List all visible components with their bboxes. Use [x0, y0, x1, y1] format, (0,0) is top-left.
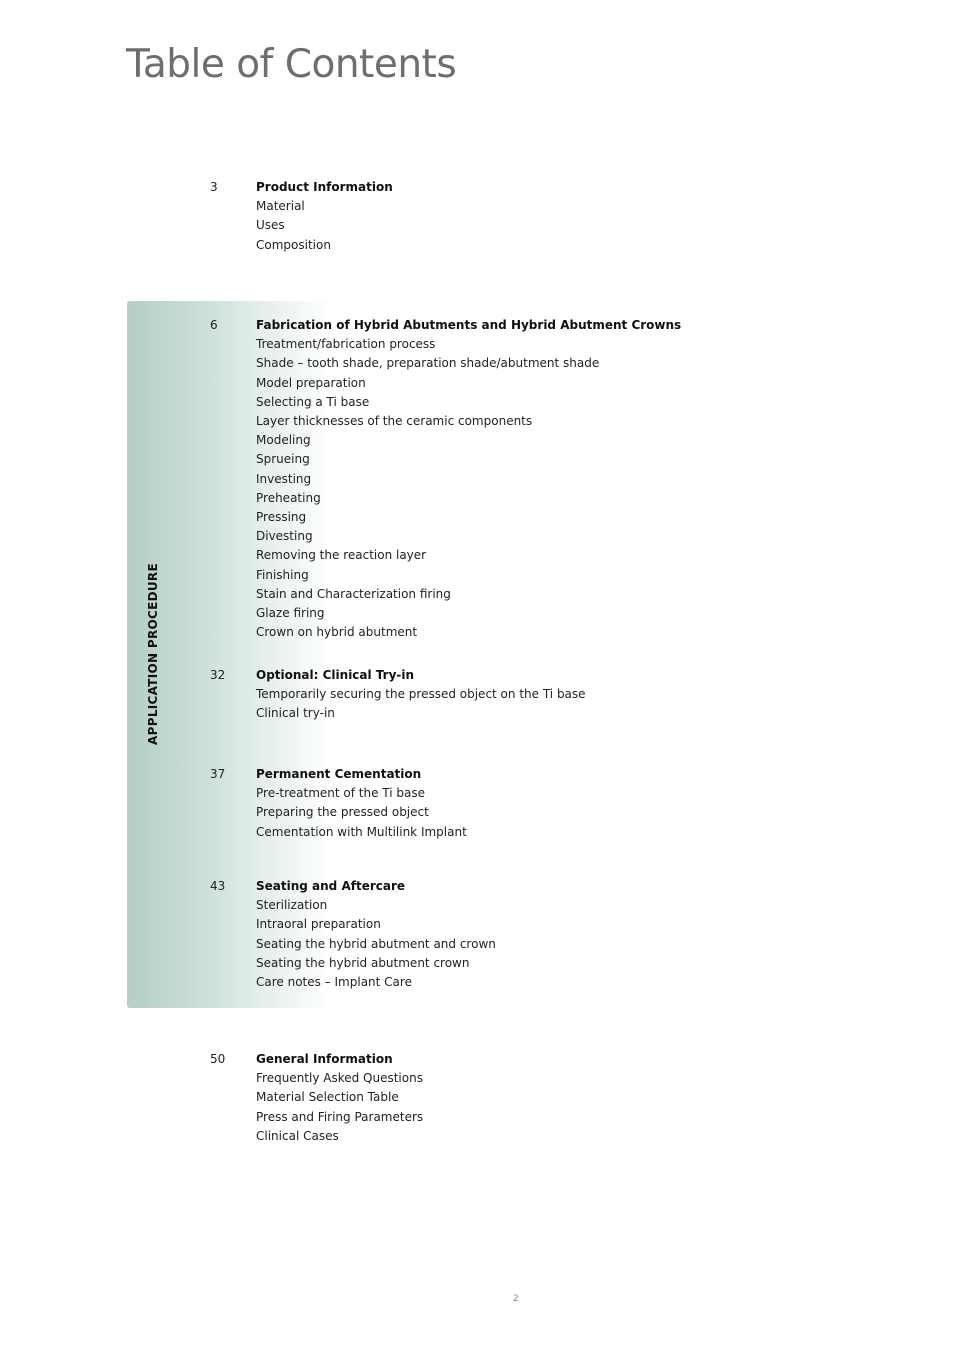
toc-item[interactable]: Seating the hybrid abutment and crown	[256, 936, 496, 951]
toc-item[interactable]: Stain and Characterization firing	[256, 586, 451, 601]
toc-item[interactable]: Frequently Asked Questions	[256, 1071, 423, 1086]
toc-item[interactable]: Composition	[256, 237, 331, 252]
toc-item[interactable]: Material Selection Table	[256, 1090, 399, 1105]
toc-section-title[interactable]: Fabrication of Hybrid Abutments and Hybrid Abutment Crowns	[256, 318, 682, 332]
toc-item-list	[256, 896, 496, 992]
toc-page-number[interactable]: 6	[210, 318, 218, 332]
toc-item[interactable]: Intraoral preparation	[256, 917, 381, 932]
toc-item[interactable]: Investing	[256, 471, 312, 486]
toc-item[interactable]: Cementation with Multilink Implant	[256, 824, 467, 839]
toc-item-list	[256, 1069, 423, 1146]
toc-item[interactable]: Material	[256, 199, 305, 214]
toc-item-list	[256, 335, 599, 642]
toc-item[interactable]: Treatment/fabrication process	[256, 337, 436, 352]
toc-item[interactable]: Preheating	[256, 490, 321, 505]
toc-item[interactable]: Pre-treatment of the Ti base	[256, 786, 426, 801]
toc-item[interactable]: Shade – tooth shade, preparation shade/abutment shade	[256, 356, 600, 371]
toc-page-number[interactable]: 43	[210, 879, 226, 893]
toc-section-title[interactable]: General Information	[256, 1052, 393, 1066]
toc-page-number[interactable]: 37	[210, 767, 226, 781]
toc-item[interactable]: Pressing	[256, 510, 307, 525]
toc-item[interactable]: Clinical Cases	[256, 1128, 339, 1143]
toc-item[interactable]: Divesting	[256, 529, 313, 544]
toc-item[interactable]: Care notes – Implant Care	[256, 975, 412, 989]
toc-item[interactable]: Uses	[256, 218, 285, 233]
toc-section-title[interactable]: Seating and Aftercare	[256, 879, 406, 893]
toc-section-title[interactable]: Optional: Clinical Try-in	[256, 668, 415, 682]
toc-item-list	[256, 685, 586, 723]
application-procedure-label: APPLICATION PROCEDURE	[146, 563, 160, 745]
toc-section-title[interactable]: Product Information	[256, 180, 393, 194]
toc-item[interactable]: Finishing	[256, 567, 309, 582]
toc-item-list	[256, 197, 331, 255]
toc-item[interactable]: Sprueing	[256, 452, 310, 467]
page-title: Table of Contents	[126, 42, 457, 87]
toc-section-title[interactable]: Permanent Cementation	[256, 767, 422, 781]
toc-page-number[interactable]: 32	[210, 668, 226, 682]
toc-item[interactable]: Crown on hybrid abutment	[256, 625, 418, 640]
toc-item[interactable]: Model preparation	[256, 375, 366, 390]
toc-item[interactable]: Press and Firing Parameters	[256, 1109, 424, 1124]
toc-item[interactable]: Modeling	[256, 433, 311, 448]
toc-item[interactable]: Glaze firing	[256, 606, 325, 621]
toc-item[interactable]: Sterilization	[256, 898, 328, 913]
toc-item[interactable]: Selecting a Ti base	[256, 394, 370, 409]
toc-item[interactable]: Temporarily securing the pressed object on the Ti base	[256, 687, 586, 702]
toc-item[interactable]: Seating the hybrid abutment crown	[256, 955, 470, 970]
toc-page-number[interactable]: 50	[210, 1052, 226, 1066]
toc-page-number[interactable]: 3	[210, 180, 218, 194]
page-number: 2	[513, 1294, 519, 1304]
toc-item[interactable]: Clinical try-in	[256, 706, 335, 721]
toc-item[interactable]: Preparing the pressed object	[256, 805, 429, 820]
toc-item[interactable]: Layer thicknesses of the ceramic components	[256, 414, 533, 428]
toc-item[interactable]: Removing the reaction layer	[256, 548, 427, 563]
toc-item-list	[256, 784, 467, 842]
